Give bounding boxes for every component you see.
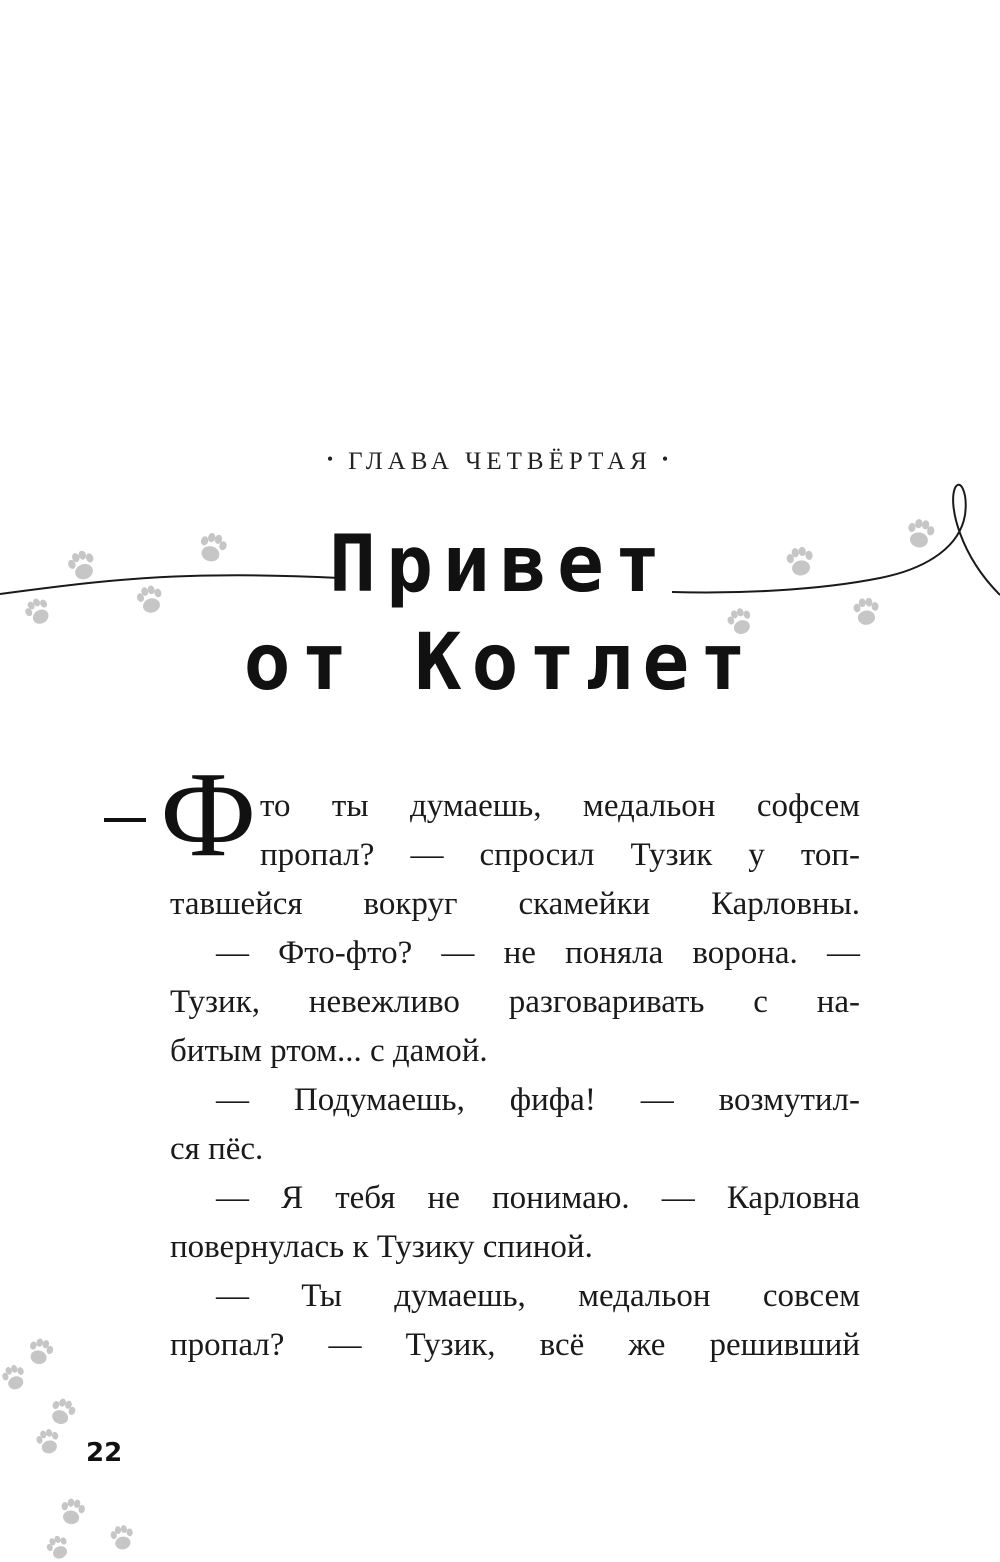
chapter-label	[0, 448, 1000, 476]
text-line: то ты думаешь, медальон софсем	[260, 788, 860, 824]
chapter-label-text: ГЛАВА ЧЕТВЁРТАЯ	[348, 448, 652, 475]
text-line: — Фто-фто? — не поняла ворона. —	[216, 935, 860, 971]
text-line: — Подумаешь, фифа! — возмутил-	[216, 1082, 860, 1118]
bullet-icon: •	[326, 449, 339, 469]
drop-cap-dash	[104, 818, 146, 822]
paw-print-icon	[109, 1524, 135, 1551]
bullet-icon: •	[661, 449, 674, 469]
paw-print-icon	[44, 1533, 72, 1562]
chapter-title-line-2: от Котлет	[243, 618, 757, 708]
text-line: битым ртом... с дамой.	[170, 1033, 488, 1069]
paw-print-icon	[59, 1497, 87, 1526]
text-line: повернулась к Тузику спиной.	[170, 1229, 593, 1265]
text-line: тавшейся вокруг скамейки Карловны.	[170, 886, 860, 922]
text-line: Тузик, невежливо разговаривать с на-	[170, 984, 860, 1020]
paw-print-icon	[0, 1362, 29, 1392]
text-line: пропал? — Тузик, всё же решивший	[170, 1327, 860, 1363]
text-line: — Я тебя не понимаю. — Карловна	[216, 1180, 860, 1216]
text-line: — Ты думаешь, медальон совсем	[216, 1278, 860, 1314]
page-number: 22	[86, 1438, 123, 1468]
body-text	[170, 782, 860, 1370]
text-line: ся пёс.	[170, 1131, 264, 1167]
text-line: пропал? — спросил Тузик у топ-	[260, 837, 860, 873]
chapter-title-line-1: Привет	[329, 520, 671, 610]
paw-print-icon	[34, 1427, 62, 1456]
paw-print-icon	[47, 1396, 78, 1428]
paw-print-icon	[26, 1336, 55, 1367]
drop-cap-letter: Ф	[160, 747, 257, 882]
